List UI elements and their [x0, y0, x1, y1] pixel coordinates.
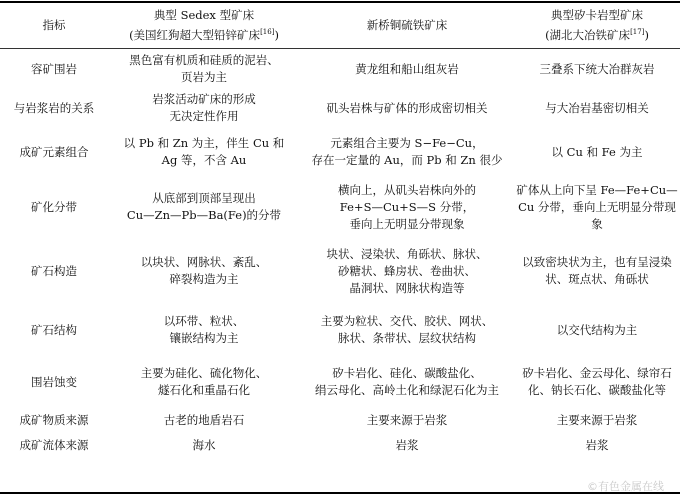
header-sedex-title: 典型 Sedex 型矿床 — [153, 7, 255, 22]
cell-c1 — [108, 238, 300, 304]
cell-text-line: 海水 — [192, 437, 216, 452]
cell-text-line: 象 — [591, 216, 603, 231]
cell-text-line: 燧石化和重晶石化 — [158, 383, 250, 397]
cell-text-line: 矶头岩株与矿体的形成密切相关 — [326, 100, 488, 115]
cell-text-line: 以环带、粒状、 — [163, 314, 245, 328]
cell-text-line: 主要来源于岩浆 — [556, 412, 638, 427]
cell-text-line: 化、钠长石化、碳酸盐化等 — [528, 383, 666, 397]
cell-text-line: 垂向上无明显分带现象 — [349, 216, 465, 231]
cell-text-line: 元素组合主要为 S−Fe−Cu， — [330, 136, 484, 150]
row-label-text: 矿化分带 — [31, 199, 77, 214]
header-skarn — [514, 3, 680, 47]
row-label — [0, 176, 108, 238]
row-label — [0, 356, 108, 408]
cell-c2 — [300, 408, 514, 432]
cell-text-line: 从底部到顶部呈现出 — [152, 191, 256, 205]
cell-text-line: 碎裂构造为主 — [169, 272, 239, 286]
row-label-text: 成矿流体来源 — [19, 437, 89, 452]
header-rule — [0, 48, 680, 49]
cell-text-line: 以块状、网脉状、紊乱、 — [140, 255, 268, 269]
row-label-text: 围岩蚀变 — [31, 374, 77, 389]
table-row-ore-texture — [0, 304, 680, 356]
cell-c3 — [514, 356, 680, 408]
cell-text-line: 以 Pb 和 Zn 为主，伴生 Cu 和 — [123, 136, 285, 150]
cell-c2 — [300, 238, 514, 304]
row-label-text: 容矿围岩 — [31, 61, 77, 76]
table-row-magmatic-relation — [0, 88, 680, 128]
cell-c2 — [300, 356, 514, 408]
table-row-zonation — [0, 176, 680, 238]
cell-text-line: 状、斑点状、角砾状 — [545, 272, 649, 286]
cell-c3 — [514, 88, 680, 128]
cell-text-line: Ag 等，不含 Au — [161, 153, 247, 167]
cell-text-line: 砂糖状、蜂房状、卷曲状、 — [338, 263, 476, 278]
row-label — [0, 434, 108, 456]
row-label — [0, 128, 108, 176]
cell-c3 — [514, 128, 680, 176]
row-label — [0, 408, 108, 432]
cell-text-line: 主要来源于岩浆 — [366, 412, 448, 427]
cell-text-line: 矽卡岩化、硅化、碳酸盐化、 — [332, 366, 482, 380]
cell-c3 — [514, 408, 680, 432]
cell-c3 — [514, 176, 680, 238]
cell-c2 — [300, 304, 514, 356]
cell-text-line: 以致密块状为主，也有呈浸染 — [522, 255, 672, 269]
cell-c1 — [108, 88, 300, 128]
cell-c3 — [514, 434, 680, 456]
row-label — [0, 50, 108, 88]
cell-c2 — [300, 50, 514, 88]
table-row-material-source — [0, 408, 680, 432]
header-xinqiao-title: 新桥铜硫铁矿床 — [366, 17, 448, 32]
header-sedex-subtitle: (美国红狗超大型铅锌矿床[16]) — [129, 27, 279, 42]
cell-c1 — [108, 434, 300, 456]
cell-text-line: Cu—Zn—Pb—Ba(Fe)的分带 — [126, 208, 282, 222]
header-sedex — [108, 3, 300, 47]
cell-text-line: 无决定性作用 — [169, 109, 239, 123]
row-label-text: 成矿元素组合 — [19, 144, 89, 159]
cell-c3 — [514, 50, 680, 88]
row-label — [0, 304, 108, 356]
cell-c2 — [300, 128, 514, 176]
cell-c1 — [108, 176, 300, 238]
cell-text-line: 横向上，从矶头岩株向外的 — [338, 182, 476, 197]
cell-c1 — [108, 408, 300, 432]
cell-text-line: 晶洞状、网脉状构造等 — [349, 280, 465, 295]
cell-text-line: 黑色富有机质和硅质的泥岩、 — [129, 53, 279, 67]
watermark: ©有色金属在线 — [587, 480, 664, 493]
cell-text-line: 以交代结构为主 — [556, 322, 638, 337]
cell-text-line: 主要为硅化、硫化物化、 — [140, 366, 268, 380]
cell-text-line: 矽卡岩化、金云母化、绿帘石 — [522, 366, 672, 380]
header-indicator-label: 指标 — [42, 17, 66, 32]
row-label — [0, 238, 108, 304]
cell-text-line: 与大冶岩基密切相关 — [545, 100, 649, 115]
row-label-text: 与岩浆岩的关系 — [13, 100, 95, 115]
table-row-fluid-source — [0, 434, 680, 456]
cell-text-line: Fe+S—Cu+S—S 分带， — [339, 199, 475, 214]
row-label-text: 成矿物质来源 — [19, 412, 89, 427]
cell-text-line: 绢云母化、高岭土化和绿泥石化为主 — [315, 383, 499, 397]
cell-text-line: 岩浆 — [585, 437, 609, 452]
header-xinqiao — [300, 3, 514, 47]
table-row-element-assemblage — [0, 128, 680, 176]
table-row-host-rock — [0, 50, 680, 88]
row-label-text: 矿石构造 — [31, 263, 77, 278]
cell-text-line: 古老的地盾岩石 — [163, 412, 245, 427]
cell-text-line: 镶嵌结构为主 — [169, 331, 239, 345]
table-row-alteration — [0, 356, 680, 408]
cell-c3 — [514, 304, 680, 356]
cell-text-line: 黄龙组和船山组灰岩 — [355, 61, 459, 76]
header-indicator — [0, 3, 108, 47]
bottom-rule — [0, 492, 680, 494]
table-row-ore-structure — [0, 238, 680, 304]
cell-text-line: 块状、浸染状、角砾状、脉状、 — [326, 246, 488, 261]
cell-text-line: 主要为粒状、交代、胶状、网状、 — [320, 314, 494, 328]
cell-text-line: 矿体从上向下呈 Fe—Fe+Cu— — [516, 182, 678, 197]
cell-c1 — [108, 128, 300, 176]
cell-text-line: 三叠系下统大冶群灰岩 — [539, 61, 655, 76]
row-label — [0, 88, 108, 128]
cell-text-line: 存在一定量的 Au，而 Pb 和 Zn 很少 — [311, 153, 503, 167]
cell-text-line: 页岩为主 — [181, 70, 227, 84]
cell-c2 — [300, 434, 514, 456]
cell-c2 — [300, 176, 514, 238]
cell-c2 — [300, 88, 514, 128]
cell-c3 — [514, 238, 680, 304]
cell-text-line: 以 Cu 和 Fe 为主 — [551, 144, 643, 159]
cell-text-line: 岩浆 — [395, 437, 419, 452]
header-skarn-subtitle: (湖北大冶铁矿床[17]) — [545, 27, 649, 42]
cell-text-line: Cu 分带，垂向上无明显分带现 — [518, 199, 676, 214]
row-label-text: 矿石结构 — [31, 322, 77, 337]
cell-c1 — [108, 304, 300, 356]
cell-text-line: 脉状、条带状、层纹状结构 — [338, 331, 476, 345]
header-skarn-title: 典型矽卡岩型矿床 — [551, 7, 643, 22]
cell-text-line: 岩浆活动矿床的形成 — [152, 92, 256, 106]
cell-c1 — [108, 356, 300, 408]
table-header-row — [0, 3, 680, 47]
cell-c1 — [108, 50, 300, 88]
